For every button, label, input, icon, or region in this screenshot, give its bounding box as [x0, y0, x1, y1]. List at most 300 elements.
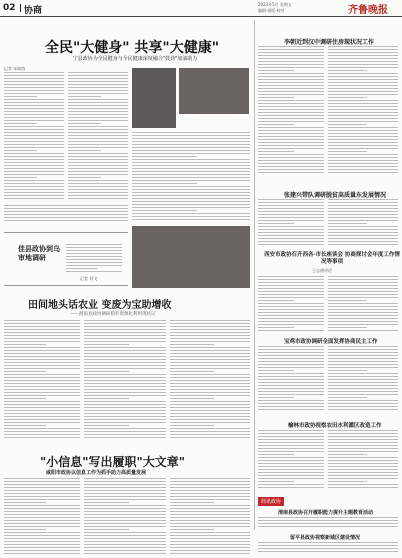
text-line — [4, 198, 64, 199]
text-line — [4, 487, 80, 488]
text-line — [4, 368, 80, 369]
text-line — [68, 198, 128, 199]
text-line — [4, 220, 128, 221]
text-line — [328, 100, 398, 101]
text-line — [84, 383, 166, 384]
text-line — [258, 232, 324, 233]
side-quote-byline: 记者 刘飞 — [80, 276, 98, 281]
text-line — [328, 379, 398, 380]
text-line — [84, 481, 166, 482]
text-line — [4, 102, 64, 103]
text-line — [258, 244, 324, 245]
text-line — [84, 368, 166, 369]
text-line — [328, 241, 398, 242]
text-line — [84, 499, 166, 500]
text-line — [258, 551, 398, 552]
text-line — [132, 210, 197, 211]
text-line — [170, 392, 250, 393]
text-line — [328, 391, 398, 392]
text-line — [170, 365, 250, 366]
text-line — [68, 117, 128, 118]
text-line — [84, 338, 166, 339]
text-line — [170, 410, 250, 411]
text-line — [4, 404, 80, 405]
text-line — [4, 407, 80, 408]
text-line — [258, 294, 324, 295]
text-line — [68, 96, 101, 97]
text-line — [4, 514, 80, 515]
text-line — [170, 523, 250, 524]
text-line — [132, 207, 250, 208]
text-line — [328, 321, 398, 322]
text-line — [170, 487, 250, 488]
text-line — [258, 484, 324, 485]
text-line — [4, 150, 37, 151]
text-line — [328, 306, 398, 307]
text-line — [4, 165, 64, 166]
text-line — [132, 201, 250, 202]
text-line — [132, 162, 250, 163]
text-line — [84, 380, 166, 381]
right-article-3-title: 西安市政协召开西各·市长座谈会 协商探讨会年度工作情况等事项 — [264, 252, 400, 265]
text-line — [66, 256, 122, 257]
text-line — [258, 523, 398, 524]
text-line — [132, 168, 250, 169]
lead-body-col4 — [4, 205, 128, 225]
text-line — [258, 154, 324, 155]
text-line — [4, 214, 128, 215]
text-line — [258, 472, 324, 473]
text-line — [328, 214, 398, 215]
text-line — [132, 186, 250, 187]
text-line — [84, 431, 166, 432]
text-line — [4, 217, 128, 218]
text-line — [4, 401, 80, 402]
text-line — [84, 374, 166, 375]
text-line — [258, 312, 324, 313]
text-line — [170, 434, 250, 435]
text-line — [328, 400, 398, 401]
text-line — [170, 344, 214, 345]
text-line — [328, 160, 398, 161]
text-line — [68, 75, 128, 76]
text-line — [328, 388, 398, 389]
text-line — [258, 442, 324, 443]
lead-byline: 记者 宋政协 — [4, 66, 26, 71]
side-photo — [132, 226, 250, 288]
text-line — [4, 105, 64, 106]
text-line — [328, 73, 398, 74]
text-line — [84, 547, 166, 548]
text-line — [328, 163, 398, 164]
text-line — [258, 229, 324, 230]
text-line — [170, 422, 250, 423]
news-box-label: 简讯政协 — [258, 497, 284, 506]
text-line — [170, 419, 250, 420]
text-line — [328, 103, 398, 104]
text-line — [4, 508, 80, 509]
text-line — [84, 496, 166, 497]
text-line — [132, 219, 250, 220]
text-line — [4, 162, 64, 163]
text-line — [170, 484, 250, 485]
text-line — [68, 105, 128, 106]
text-line — [328, 297, 398, 298]
text-line — [84, 535, 166, 536]
text-line — [4, 147, 64, 148]
text-line — [84, 434, 166, 435]
text-line — [258, 64, 324, 65]
text-line — [258, 403, 324, 404]
text-line — [258, 318, 324, 319]
text-line — [328, 220, 398, 221]
text-line — [258, 388, 324, 389]
text-line — [84, 520, 166, 521]
text-line — [84, 428, 166, 429]
text-line — [4, 541, 80, 542]
text-line — [4, 395, 80, 396]
text-line — [84, 493, 166, 494]
text-line — [4, 335, 80, 336]
text-line — [84, 416, 166, 417]
text-line — [84, 487, 166, 488]
text-line — [132, 156, 197, 157]
text-line — [4, 371, 46, 372]
text-line — [84, 341, 166, 342]
text-line — [4, 374, 80, 375]
text-line — [4, 359, 80, 360]
right-article-5-title: 榆林市政协视察农田水利灌区改造工作 — [288, 423, 382, 429]
text-line — [84, 332, 166, 333]
text-line — [68, 114, 128, 115]
text-line — [258, 76, 324, 77]
text-line — [170, 353, 250, 354]
text-line — [258, 61, 324, 62]
text-line — [4, 425, 46, 426]
text-line — [66, 253, 122, 254]
text-line — [68, 138, 128, 139]
text-line — [4, 502, 46, 503]
text-line — [4, 195, 64, 196]
column-name: 协商 — [24, 6, 43, 16]
page-number: 02 — [3, 3, 16, 13]
text-line — [170, 416, 250, 417]
text-line — [4, 389, 80, 390]
text-line — [258, 136, 324, 137]
text-line — [4, 108, 64, 109]
text-line — [328, 82, 398, 83]
text-line — [258, 169, 324, 170]
text-line — [328, 442, 398, 443]
text-line — [84, 371, 129, 372]
text-line — [68, 195, 128, 196]
text-line — [170, 535, 250, 536]
text-line — [328, 484, 398, 485]
right-article-1-title: 李朝近到汉中调研住房现状况工作 — [284, 39, 375, 46]
text-line — [328, 327, 367, 328]
text-line — [328, 52, 398, 53]
text-line — [328, 330, 398, 331]
text-line — [328, 448, 398, 449]
text-line — [132, 174, 250, 175]
text-line — [258, 202, 324, 203]
text-line — [328, 166, 398, 167]
text-line — [258, 91, 324, 92]
text-line — [170, 404, 250, 405]
text-line — [4, 383, 80, 384]
text-line — [258, 451, 324, 452]
text-line — [132, 147, 250, 148]
text-line — [258, 55, 324, 56]
text-line — [328, 106, 398, 107]
text-line — [328, 55, 398, 56]
text-line — [66, 271, 122, 272]
text-line — [258, 288, 324, 289]
text-line — [4, 117, 64, 118]
text-line — [4, 380, 80, 381]
text-line — [68, 150, 101, 151]
text-line — [170, 389, 250, 390]
text-line — [258, 352, 324, 353]
text-line — [328, 157, 398, 158]
text-line — [328, 229, 398, 230]
text-line — [258, 226, 324, 227]
text-line — [84, 502, 129, 503]
text-line — [4, 538, 80, 539]
text-line — [132, 192, 250, 193]
text-line — [258, 330, 324, 331]
text-line — [328, 355, 398, 356]
text-line — [4, 138, 64, 139]
text-line — [4, 517, 80, 518]
text-line — [328, 151, 367, 152]
text-line — [84, 413, 166, 414]
text-line — [258, 481, 294, 482]
text-line — [4, 490, 80, 491]
text-line — [258, 118, 324, 119]
text-line — [258, 475, 324, 476]
text-line — [68, 93, 128, 94]
text-line — [328, 439, 398, 440]
text-line — [68, 177, 101, 178]
text-line — [4, 186, 64, 187]
text-line — [4, 413, 80, 414]
text-line — [258, 238, 324, 239]
text-line — [258, 82, 324, 83]
text-line — [258, 327, 294, 328]
text-line — [132, 159, 250, 160]
text-line — [170, 380, 250, 381]
text-line — [4, 499, 80, 500]
text-line — [258, 223, 294, 224]
text-line — [4, 520, 80, 521]
text-line — [170, 386, 250, 387]
text-line — [328, 406, 398, 407]
text-line — [170, 490, 250, 491]
text-line — [328, 385, 398, 386]
text-line — [258, 454, 294, 455]
text-line — [328, 315, 398, 316]
lead-photo-1 — [132, 68, 176, 128]
text-line — [258, 346, 324, 347]
text-line — [84, 335, 166, 336]
text-line — [4, 496, 80, 497]
text-line — [258, 208, 324, 209]
text-line — [170, 547, 250, 548]
text-line — [68, 72, 128, 73]
text-line — [258, 94, 324, 95]
text-line — [170, 526, 250, 527]
text-line — [4, 78, 64, 79]
text-line — [258, 300, 294, 301]
text-line — [4, 90, 64, 91]
text-line — [132, 216, 250, 217]
text-line — [170, 374, 250, 375]
text-line — [4, 419, 80, 420]
text-line — [84, 511, 166, 512]
text-line — [170, 511, 250, 512]
text-line — [328, 481, 367, 482]
text-line — [258, 67, 324, 68]
text-line — [68, 111, 128, 112]
text-line — [68, 141, 128, 142]
text-line — [170, 425, 214, 426]
text-line — [84, 404, 166, 405]
text-line — [84, 419, 166, 420]
text-line — [258, 103, 324, 104]
text-line — [170, 350, 250, 351]
text-line — [328, 136, 398, 137]
text-line — [258, 151, 294, 152]
right-article-5-col1 — [258, 430, 324, 490]
text-line — [84, 544, 166, 545]
text-line — [170, 398, 214, 399]
text-line — [170, 493, 250, 494]
text-line — [258, 139, 324, 140]
text-line — [258, 124, 294, 125]
text-line — [68, 108, 128, 109]
text-line — [132, 189, 250, 190]
text-line — [258, 315, 324, 316]
text-line — [132, 141, 250, 142]
text-line — [258, 358, 324, 359]
text-line — [170, 508, 250, 509]
text-line — [4, 84, 64, 85]
text-line — [258, 548, 398, 549]
text-line — [132, 153, 250, 154]
text-line — [170, 413, 250, 414]
text-line — [258, 321, 324, 322]
bottom-article-col1 — [4, 478, 80, 556]
text-line — [4, 434, 80, 435]
text-line — [258, 58, 324, 59]
right-article-2-col2 — [328, 199, 398, 247]
text-line — [84, 365, 166, 366]
text-line — [66, 259, 122, 260]
text-line — [258, 205, 324, 206]
text-line — [4, 120, 64, 121]
text-line — [68, 180, 128, 181]
right-article-5-col2 — [328, 430, 398, 490]
text-line — [328, 451, 398, 452]
text-line — [84, 401, 166, 402]
text-line — [4, 478, 80, 479]
text-line — [258, 235, 324, 236]
text-line — [258, 46, 324, 47]
text-line — [132, 165, 250, 166]
right-article-4-col2 — [328, 346, 398, 412]
text-line — [4, 93, 64, 94]
text-line — [4, 171, 64, 172]
text-line — [328, 472, 398, 473]
text-line — [328, 142, 398, 143]
text-line — [258, 460, 324, 461]
text-line — [4, 211, 128, 212]
text-line — [4, 505, 80, 506]
text-line — [4, 535, 80, 536]
text-line — [328, 64, 398, 65]
text-line — [66, 244, 122, 245]
text-line — [258, 142, 324, 143]
side-quote-body — [66, 244, 122, 274]
text-line — [170, 356, 250, 357]
text-line — [84, 523, 166, 524]
column-divider — [254, 20, 255, 530]
news-box-item1-body — [258, 517, 398, 531]
text-line — [4, 323, 80, 324]
text-line — [84, 344, 129, 345]
text-line — [4, 362, 80, 363]
text-line — [68, 183, 128, 184]
text-line — [328, 309, 398, 310]
text-line — [258, 445, 324, 446]
text-line — [84, 329, 166, 330]
text-line — [170, 544, 250, 545]
text-line — [258, 121, 324, 122]
text-line — [4, 338, 80, 339]
text-line — [328, 208, 398, 209]
text-line — [258, 520, 398, 521]
text-line — [258, 379, 324, 380]
text-line — [328, 282, 398, 283]
text-line — [258, 145, 324, 146]
text-line — [132, 150, 250, 151]
text-line — [68, 147, 128, 148]
text-line — [4, 353, 80, 354]
text-line — [84, 389, 166, 390]
text-line — [258, 73, 324, 74]
text-line — [258, 545, 398, 546]
text-line — [328, 127, 398, 128]
text-line — [4, 144, 64, 145]
text-line — [4, 81, 64, 82]
text-line — [328, 436, 398, 437]
text-line — [4, 398, 46, 399]
text-line — [4, 437, 80, 438]
text-line — [258, 115, 324, 116]
text-line — [68, 189, 128, 190]
lead-body-col3 — [132, 132, 250, 222]
text-line — [4, 153, 64, 154]
text-line — [328, 294, 398, 295]
text-line — [4, 484, 80, 485]
text-line — [328, 352, 398, 353]
text-line — [328, 148, 398, 149]
text-line — [258, 385, 324, 386]
text-line — [4, 156, 64, 157]
text-line — [170, 338, 250, 339]
text-line — [68, 174, 128, 175]
